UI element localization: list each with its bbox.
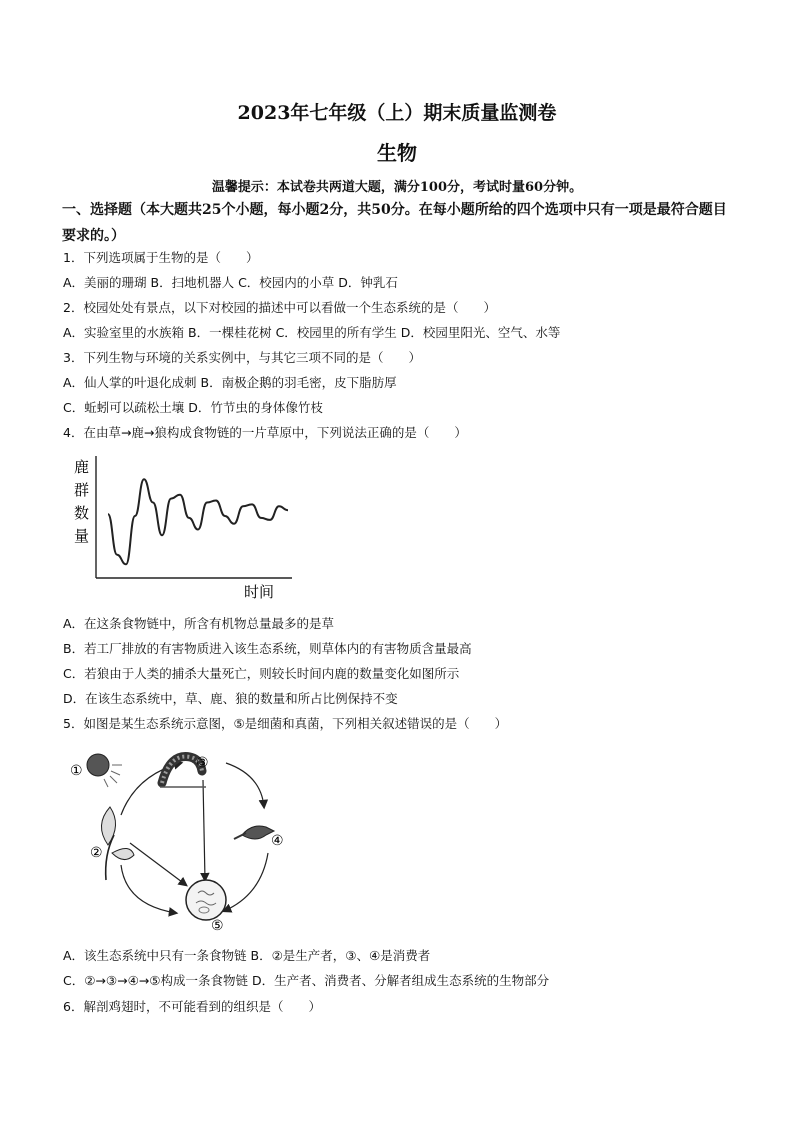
q6-stem: 6．解剖鸡翅时，不可能看到的组织是（ ） bbox=[63, 999, 321, 1014]
section-heading: 一、选择题（本大题共25个小题，每小题2分，共50分。在每小题所给的四个选项中只有一项是最符合题目要求的。） bbox=[62, 202, 727, 244]
q4-option-b: B．若工厂排放的有害物质进入该生态系统，则草体内的有害物质含量最高 bbox=[63, 641, 472, 656]
arrow-caterpillar-to-bird bbox=[226, 763, 264, 807]
x-axis-label: 时间 bbox=[244, 583, 275, 601]
arrow-caterpillar-to-decomposer bbox=[203, 780, 205, 880]
q3-options-row1: A．仙人掌的叶退化成刺 B．南极企鹅的羽毛密，皮下脂肪厚 bbox=[63, 375, 397, 390]
q5-stem: 5．如图是某生态系统示意图，⑤是细菌和真菌，下列相关叙述错误的是（ ） bbox=[63, 716, 508, 731]
q1-options: A．美丽的珊瑚 B．扫地机器人 C．校园内的小草 D．钟乳石 bbox=[63, 275, 398, 290]
q3-stem: 3．下列生物与环境的关系实例中，与其它三项不同的是（ ） bbox=[63, 350, 421, 365]
q2-options: A．实验室里的水族箱 B．一棵桂花树 C．校园里的所有学生 D．校园里阳光、空气、水等 bbox=[63, 325, 561, 340]
label-1: ① bbox=[70, 763, 83, 779]
bacteria-fungi-icon bbox=[186, 880, 226, 920]
arrow-plant-to-decomposer bbox=[130, 843, 186, 885]
exam-title: 2023年七年级（上）期末质量监测卷 bbox=[237, 102, 557, 124]
q5-options-row2: C．②→③→④→⑤构成一条食物链 D．生产者、消费者、分解者组成生态系统的生物部分 bbox=[63, 973, 550, 988]
plant-icon bbox=[101, 807, 134, 880]
y-axis-label-char: 数 bbox=[74, 504, 90, 522]
q2-stem: 2．校园处处有景点，以下对校园的描述中可以看做一个生态系统的是（ ） bbox=[63, 300, 496, 315]
y-axis-label-char: 鹿 bbox=[74, 458, 90, 476]
label-4: ④ bbox=[271, 833, 284, 849]
deer-population-curve bbox=[108, 479, 288, 564]
exam-tip: 温馨提示：本试卷共两道大题，满分100分，考试时量60分钟。 bbox=[211, 180, 583, 195]
q1-stem: 1．下列选项属于生物的是（ ） bbox=[63, 250, 259, 265]
label-3: ③ bbox=[196, 755, 209, 771]
label-2: ② bbox=[90, 845, 103, 861]
ecosystem-diagram bbox=[66, 745, 306, 935]
y-axis-label bbox=[74, 458, 89, 545]
arrow-cycle-lower-left bbox=[121, 865, 176, 913]
q3-options-row2: C．蚯蚓可以疏松土壤 D．竹节虫的身体像竹枝 bbox=[63, 400, 323, 415]
q4-option-d: D．在该生态系统中，草、鹿、狼的数量和所占比例保持不变 bbox=[63, 691, 398, 706]
sun-icon bbox=[87, 754, 122, 787]
q4-stem: 4．在由草→鹿→狼构成食物链的一片草原中，下列说法正确的是（ ） bbox=[63, 425, 467, 440]
bird-icon bbox=[234, 826, 274, 839]
arrow-bird-to-decomposer bbox=[224, 853, 268, 911]
q5-options-row1: A．该生态系统中只有一条食物链 B．②是生产者，③、④是消费者 bbox=[63, 948, 431, 963]
q4-option-a: A．在这条食物链中，所含有机物总量最多的是草 bbox=[63, 616, 335, 631]
deer-population-chart bbox=[66, 452, 296, 602]
y-axis-label-char: 群 bbox=[74, 481, 90, 499]
q4-option-c: C．若狼由于人类的捕杀大量死亡，则较长时间内鹿的数量变化如图所示 bbox=[63, 666, 460, 681]
subject-title: 生物 bbox=[377, 141, 417, 165]
y-axis-label-char: 量 bbox=[74, 527, 90, 545]
label-5: ⑤ bbox=[211, 918, 224, 934]
arrow-plant-to-caterpillar bbox=[121, 763, 181, 815]
